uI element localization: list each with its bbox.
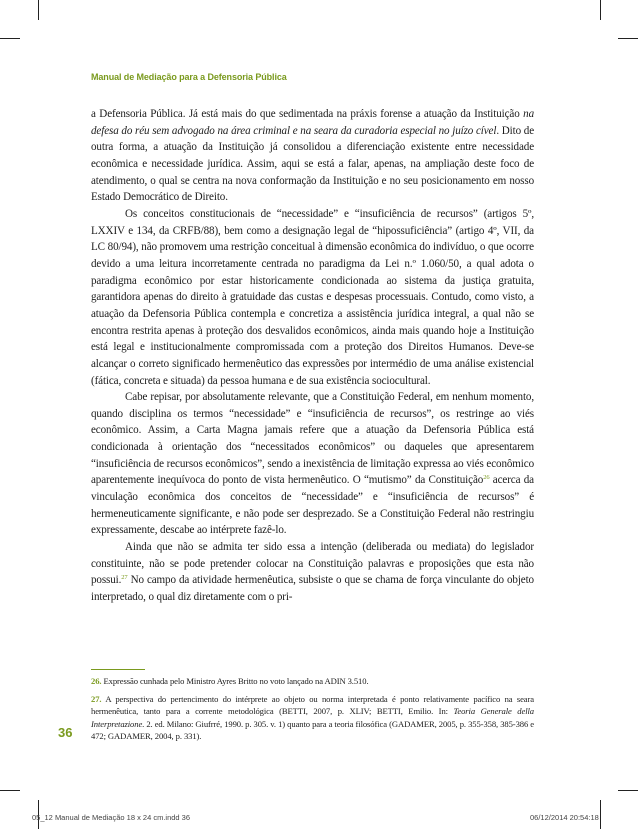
paragraph-2: Os conceitos constitucionais de “necessidade” e “insuficiência de recursos” (artigos 5º, LXXIV e 134, da CRFB/88), bem como a designação legal de “hipossuficiência” (artigo 4º, VII, da LC 80/94), não promovem uma restrição conceitual à dimensão econômica do indivíduo, o que ocorre devido a uma leitura incorretamente centrada no paradigma da Lei n.º 1.060/50, a qual adota o paradigma econômico por estar historicamente condicionada ao sistema da justiça gratuita, garantidora apenas do direito à gratuidade das custas e despesas processuais. Contudo, como visto, a atuação da Defensoria Pública contempla e concretiza a assistência jurídica integral, a qual não se encontra restrita apenas à proteção dos desvalidos econômicos, ainda mais quando hoje a Instituição está legal e institucionalmente compromissada com a proteção dos Direitos Humanos. Deve-se alcançar o correto significado hermenêutico das expressões por intermédio de uma análise existencial (fática, concreta e situada) da pessoa humana e de sua existência sociocultural. [91, 207, 534, 387]
print-slug-file: 05_12 Manual de Mediação 18 x 24 cm.indd 36 [32, 813, 191, 822]
page-number: 36 [58, 725, 73, 740]
crop-mark-bl-h [0, 790, 20, 791]
crop-mark-tl-v [38, 0, 39, 20]
paragraph-1 [91, 106, 534, 206]
footnote-number: 27. [91, 693, 102, 704]
footnote-divider [91, 669, 145, 670]
text-span: Ainda que não se admita ter sido essa a intenção (deliberada ou mediata) do legislador constituinte, não se pode pretender colocar na Constituição palavras e proposições que esta não possui. [91, 541, 534, 587]
print-slug-datetime: 06/12/2014 20:54:18 [530, 813, 599, 822]
crop-mark-tl-h [0, 38, 20, 39]
text-span: No campo da atividade hermenêutica, subsiste o que se chama de força vinculante do objeto interpretado, o qual diz diretamente com o pri- [91, 574, 534, 604]
footnote-text: Expressão cunhada pelo Ministro Ayres Britto no voto lançado na ADIN 3.510. [101, 676, 369, 686]
text-span: acerca da vinculação econômica dos conceitos de “necessidade” e “insuficiência de recursos” é hermeneuticamente significante, e não pode ser desprezado. Se a Constituição Federal não restringiu expressamente, descabe ao intérprete fazê-lo. [91, 474, 534, 537]
main-text [91, 106, 534, 606]
footnote-text: A perspectiva do pertencimento do intérprete ao objeto ou norma interpretada é ponto relativamente pacífico na seara hermenêutica, tanto para a corrente metodológica (BETTI, 2007, p. XLIV; BETTI, Emilio. In: [91, 693, 534, 717]
paragraph-4 [91, 539, 534, 606]
footnote-26 [91, 675, 534, 688]
footnotes [91, 675, 534, 748]
crop-mark-tr-h [618, 38, 638, 39]
italic-span: na defesa do réu sem advogado na área criminal e na seara da curadoria especial no juízo cível [91, 108, 534, 137]
crop-mark-br-h [618, 790, 638, 791]
text-span: . Dito de outra forma, a atuação da Instituição já consolidou a diferenciação existente entre necessidade econômica e necessidade jurídica. Assim, aqui se está a falar, apenas, na ampliação deste foco de atendimento, o qual se centra na nova conformação da Instituição e no seu posicionamento em nosso Estado Democrático de Direito. [91, 124, 535, 204]
footnote-italic: Teoria Generale della Interpretazione [91, 706, 534, 729]
footnote-27 [91, 693, 534, 743]
footnote-text: . 2. ed. Milano: Giufrré, 1990. p. 305. v. 1) quanto para a teoria filosófica (GADAMER, 2005, p. 355-358, 385-386 e 472; GADAMER, 2004, p. 331). [91, 718, 534, 742]
crop-mark-tr-v [600, 0, 601, 20]
crop-mark-br-v [600, 800, 601, 829]
paragraph-3 [91, 389, 534, 539]
footnote-number: 26. [91, 676, 102, 686]
running-header: Manual de Mediação para a Defensoria Pública [91, 72, 287, 82]
text-span: a Defensoria Pública. Já está mais do que sedimentada na práxis forense a atuação da Instituição [91, 108, 524, 120]
footnote-ref-27[interactable]: 27 [121, 574, 128, 582]
text-span: Cabe repisar, por absolutamente relevante, que a Constituição Federal, em nenhum momento, quando disciplina os termos “necessidade” e “insuficiência de recursos”, os restringe ao viés econômico. Assim, a Carta Magna jamais refere que a atuação da Defensoria Pública está condicionada à orientação dos “necessitados econômicos” ou daqueles que apresentarem “insuficiência de recursos econômicos”, sendo a inexistência de limitação expressa ao viés econômico aparentemente inequívoca do ponto de vista hermenêutico. O “mutismo” da Constituição [91, 391, 534, 487]
footnote-ref-26[interactable]: 26 [483, 474, 490, 482]
